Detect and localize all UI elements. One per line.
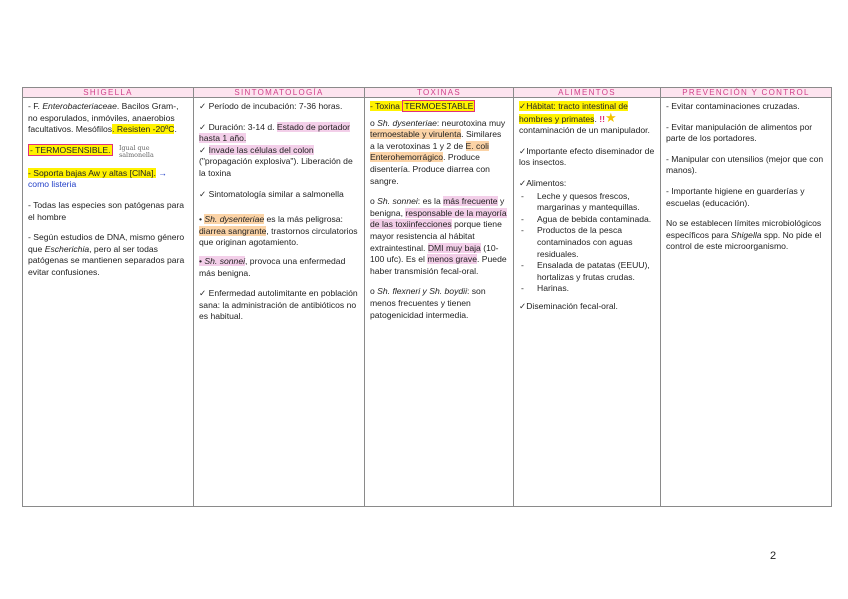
ecoli-highlight: E. coli Enterohemorrágico: [370, 140, 489, 163]
virulenta-highlight: termoestable y virulenta: [370, 129, 462, 140]
habitat-highlight: Hábitat: tracto intestinal de hombres y primates: [519, 101, 628, 124]
food-item: - Productos de la pesca contaminados con aguas residuales.: [537, 225, 655, 260]
cell-sintomatologia: [194, 98, 365, 507]
header-alimentos: ALIMENTOS: [514, 88, 661, 98]
alimentos-insectos: ✓Importante efecto diseminador de los insectos.: [519, 145, 655, 168]
sinto-similar: ✓ Sintomatología similar a salmonella: [199, 188, 344, 199]
listeria-link-text: → como listeria: [28, 167, 167, 190]
food-item: - Harinas.: [537, 283, 655, 295]
dysenteriae-highlight: Sh. dysenteriae: [204, 214, 265, 225]
frecuente-highlight: más frecuente: [443, 196, 498, 207]
invasion-highlight: Invade las células del colon: [208, 144, 314, 155]
sinto-sonnei: • Sh. sonnei, provoca una enfermedad más benigna.: [199, 255, 346, 278]
food-item: - Leche y quesos frescos, margarinas y mantequillas.: [537, 191, 655, 214]
header-row: [23, 88, 832, 98]
menos-grave-highlight: menos grave: [427, 254, 478, 265]
termosensible-box: - TERMOSENSIBLE.: [30, 144, 111, 155]
toxina-sonnei: o Sh. sonnei: es la más frecuente y benigna, responsable de la mayoría de las toxiinfecciones porque tiene mayor resistencia al hábitat extraintestinal. DMI muy baja (10-100 ufc). Es el menos grave. Puede haber transmisión fecal-oral.: [370, 196, 507, 276]
responsable-highlight: responsable de la mayoría de las toxiinfecciones: [370, 207, 507, 230]
food-list: [519, 191, 655, 295]
prev-higiene: - Importante higiene en guarderías y escuelas (educación).: [666, 185, 805, 208]
cell-toxinas: [365, 98, 514, 507]
alimentos-habitat: ✓Hábitat: tracto intestinal de hombres y primates. !!★ contaminación de un manipulador.: [519, 101, 650, 136]
sonnei-highlight: Sh. sonnei: [204, 255, 246, 266]
prev-portadores: - Evitar manipulación de alimentos por parte de los portadores.: [666, 121, 813, 144]
shigella-summary-table: [22, 87, 832, 507]
food-item: - Ensalada de patatas (EEUU), hortalizas y frutas crudas.: [537, 260, 655, 283]
prev-cruzadas: - Evitar contaminaciones cruzadas.: [666, 101, 800, 111]
sinto-incubation: ✓ Período de incubación: 7-36 horas.: [199, 101, 343, 111]
carrier-highlight: Estado de portador hasta 1 año.: [199, 121, 351, 144]
prev-utensilios: - Manipular con utensilios (mejor que con manos).: [666, 153, 824, 176]
shigella-species: - Todas las especies son patógenas para el hombre: [28, 199, 185, 222]
resistance-highlight: . Resisten -20ºC: [112, 124, 175, 135]
alimentos-fecal: ✓Diseminación fecal-oral.: [519, 300, 618, 311]
cell-alimentos: [514, 98, 661, 507]
star-icon: ★: [604, 109, 617, 125]
shigella-description: - F. Enterobacteriaceae. Bacilos Gram-, no esporulados, inmóviles, anaerobios facultativos. Mesófilos. Resisten -20ºC.: [28, 101, 179, 135]
termoestable-box: TERMOESTABLE: [404, 101, 474, 111]
food-item: - Agua de bebida contaminada.: [537, 214, 655, 226]
sinto-invasion: ✓ Invade las células del colon ("propagación explosiva"). Liberación de la toxina: [199, 144, 353, 178]
header-prevencion: PREVENCIÓN Y CONTROL: [661, 88, 832, 98]
cell-shigella: [23, 98, 194, 507]
shigella-dna: - Según estudios de DNA, mismo género que Escherichia, pero al ser todas patógenas se mantienen separados para evitar confusiones.: [28, 232, 185, 277]
header-sintomatologia: SINTOMATOLOGÍA: [194, 88, 365, 98]
bloody-diarrhea-highlight: diarrea sangrante: [199, 225, 267, 236]
toxina-dysenteriae: o Sh. dysenteriae: neurotoxina muy termoestable y virulenta. Similares a la verotoxinas 1 y 2 de E. coli Enterohemorrágico. Produce disentería. Produce diarrea con sangre.: [370, 117, 506, 186]
shigella-aw: [28, 168, 188, 191]
alimentos-list: ✓Alimentos: - Leche y quesos frescos, margarinas y mantequillas. - Agua de bebida contaminada. - Productos de la pesca contaminados con aguas residuales. - Ensalada de patatas (EEUU), hortalizas y frutas crudas. - Harinas.: [519, 178, 655, 295]
sinto-dysenteriae: • Sh. dysenteriae es la más peligrosa: diarrea sangrante, trastornos circulatorios que originan agotamiento.: [199, 214, 358, 248]
handwritten-note: Igual que salmonella: [118, 143, 154, 159]
family-name: Enterobacteriaceae: [42, 101, 117, 111]
aw-highlight: - Soporta bajas Aw y altas [ClNa].: [28, 167, 156, 178]
toxina-line: - Toxina TERMOESTABLE: [370, 101, 474, 111]
cell-prevencion: [661, 98, 832, 507]
sinto-autolimitante: ✓ Enfermedad autolimitante en población sana: la administración de antibióticos no es habitual.: [199, 288, 358, 322]
prev-limites: No se establecen límites microbiológicos específicos para Shigella spp. No pide el control de este microorganismo.: [666, 218, 822, 252]
sinto-duration: ✓ Duración: 3-14 d. Estado de portador hasta 1 año.: [199, 121, 351, 144]
termosensible-line: [28, 145, 188, 159]
exclamation-mark: !!: [599, 113, 605, 124]
dmi-highlight: DMI muy baja: [427, 242, 481, 253]
header-toxinas: TOXINAS: [365, 88, 514, 98]
content-row: [23, 98, 832, 507]
page-number: 2: [770, 550, 777, 562]
header-shigella: SHIGELLA: [23, 88, 194, 98]
toxina-flexneri: o Sh. flexneri y Sh. boydii: son menos frecuentes y tienen patogenicidad intermedia.: [370, 286, 486, 320]
